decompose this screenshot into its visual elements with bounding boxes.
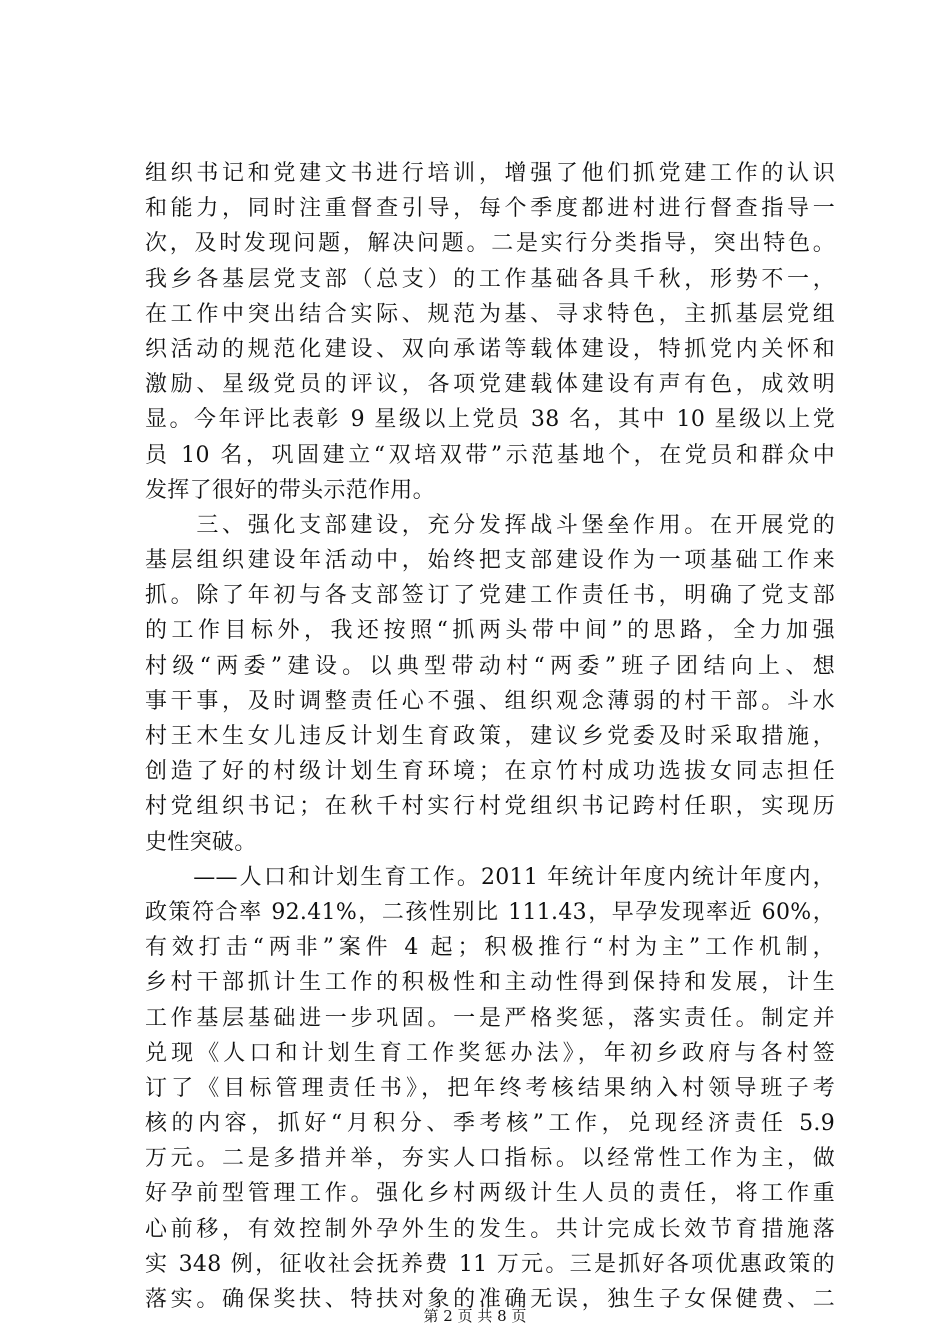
text-line: 落实。确保奖扶、特扶对象的准确无误，独生子女保健费、二 xyxy=(145,1287,835,1312)
text-line: 抓。除了年初与各支部签订了党建工作责任书，明确了党支部 xyxy=(145,583,835,609)
text-line: 事干事，及时调整责任心不强、组织观念薄弱的村干部。斗水 xyxy=(145,688,835,714)
text-line: 和能力，同时注重督查引导，每个季度都进村进行督查指导一 xyxy=(145,196,835,222)
text-line: 实 348 例，征收社会抚养费 11 万元。三是抓好各项优惠政策的 xyxy=(145,1251,835,1277)
body-text xyxy=(145,156,835,1317)
text-line: 村王木生女儿违反计划生育政策，建议乡党委及时采取措施， xyxy=(145,724,835,749)
text-line: 村党组织书记；在秋千村实行村党组织书记跨村任职，实现历 xyxy=(145,794,835,820)
text-line: 显。今年评比表彰 9 星级以上党员 38 名，其中 10 星级以上党 xyxy=(145,407,835,433)
text-line: 订了《目标管理责任书》，把年终考核结果纳入村领导班子考 xyxy=(145,1075,835,1101)
text-line: 次，及时发现问题，解决问题。二是实行分类指导，突出特色。 xyxy=(145,231,835,257)
text-line: 激励、星级党员的评议，各项党建载体建设有声有色，成效明 xyxy=(145,372,835,398)
text-line: 史性突破。 xyxy=(145,829,257,855)
text-line: 基层组织建设年活动中，始终把支部建设作为一项基础工作来 xyxy=(145,548,835,574)
text-line: 织活动的规范化建设、双向承诺等载体建设，特抓党内关怀和 xyxy=(145,336,835,362)
page-footer: 第 2 页 共 8 页 xyxy=(423,1307,527,1325)
text-line: 我乡各基层党支部（总支）的工作基础各具千秋，形势不一， xyxy=(145,266,835,292)
text-line: ——人口和计划生育工作。2011 年统计年度内统计年度内， xyxy=(145,864,835,890)
text-line: 在工作中突出结合实际、规范为基、寻求特色，主抓基层党组 xyxy=(145,301,835,327)
text-line: 三、强化支部建设，充分发挥战斗堡垒作用。在开展党的 xyxy=(145,512,835,538)
text-line: 发挥了很好的带头示范作用。 xyxy=(145,477,435,503)
text-line: 好孕前型管理工作。强化乡村两级计生人员的责任，将工作重 xyxy=(145,1181,835,1207)
text-line: 乡村干部抓计生工作的积极性和主动性得到保持和发展，计生 xyxy=(145,970,835,996)
text-line: 的工作目标外，我还按照“抓两头带中间”的思路，全力加强 xyxy=(145,618,835,644)
text-line: 工作基层基础进一步巩固。一是严格奖惩，落实责任。制定并 xyxy=(145,1005,835,1031)
text-line: 员 10 名，巩固建立“双培双带”示范基地个，在党员和群众中 xyxy=(145,442,835,468)
text-line: 有效打击“两非”案件 4 起；积极推行“村为主”工作机制， xyxy=(145,935,835,961)
text-line: 组织书记和党建文书进行培训，增强了他们抓党建工作的认识 xyxy=(145,161,835,186)
text-line: 兑现《人口和计划生育工作奖惩办法》，年初乡政府与各村签 xyxy=(145,1040,835,1066)
text-line: 村级“两委”建设。以典型带动村“两委”班子团结向上、想 xyxy=(145,653,835,679)
text-line: 核的内容，抓好“月积分、季考核”工作，兑现经济责任 5.9 xyxy=(145,1111,835,1137)
text-line: 万元。二是多措并举，夯实人口指标。以经常性工作为主，做 xyxy=(145,1146,835,1172)
text-line: 政策符合率 92.41%，二孩性别比 111.43，早孕发现率近 60%， xyxy=(145,899,835,925)
text-line: 心前移，有效控制外孕外生的发生。共计完成长效节育措施落 xyxy=(145,1216,835,1242)
text-line: 创造了好的村级计划生育环境；在京竹村成功选拔女同志担任 xyxy=(145,759,835,785)
